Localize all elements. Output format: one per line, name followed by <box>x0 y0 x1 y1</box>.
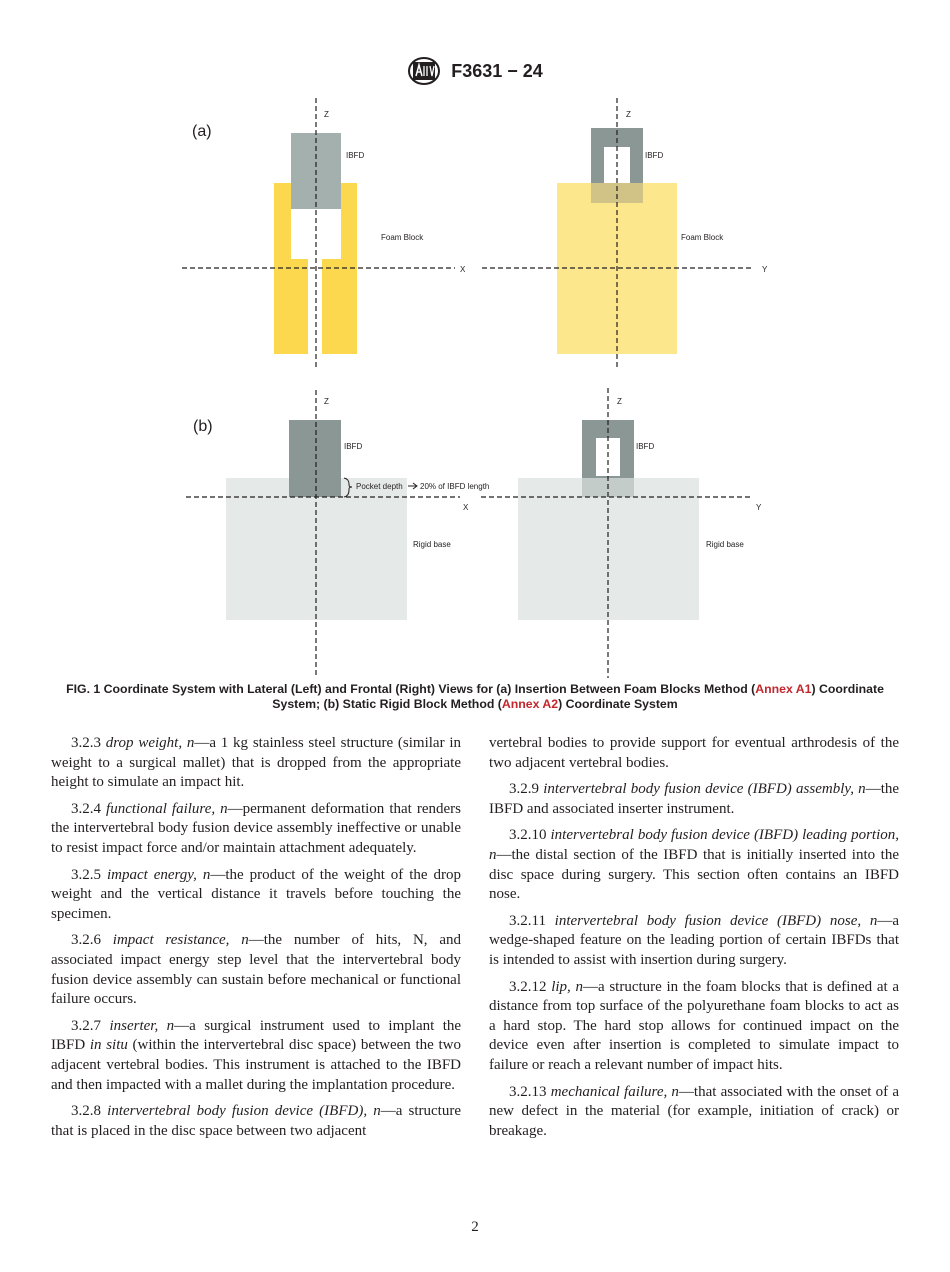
definition-3-2-13 <box>489 1083 899 1142</box>
term: impact resistance, n <box>112 932 249 949</box>
annex-a2-link[interactable]: Annex A2 <box>501 697 559 711</box>
pocket-depth-value: 20% of IBFD length <box>420 482 490 491</box>
foam-block-label: Foam Block <box>681 233 724 242</box>
definition-3-2-8-continued: vertebral bodies to provide support for eventual arthrodesis of the two adjacent vertebral bodies. <box>489 735 899 771</box>
rigid-base-label: Rigid base <box>413 540 451 549</box>
left-column <box>51 734 461 1148</box>
rigid-base-label: Rigid base <box>706 540 744 549</box>
page-number: 2 <box>471 1219 479 1235</box>
ibfd-label: IBFD <box>346 151 365 160</box>
annex-a1-link[interactable]: Annex A1 <box>755 682 812 696</box>
z-axis-label: Z <box>324 397 329 406</box>
panel-b-label: (b) <box>193 418 213 435</box>
definition-3-2-10 <box>489 826 899 904</box>
caption-text: FIG. 1 Coordinate System with Lateral (Left) and Frontal (Right) Views for (a) Insertion Between Foam Blocks Method ( <box>66 682 756 696</box>
z-axis-label: Z <box>324 110 329 119</box>
section-number: 3.2.11 <box>509 912 546 929</box>
z-axis-label: Z <box>617 397 622 406</box>
section-number: 3.2.10 <box>509 827 547 844</box>
definition-text: —permanent deformation that renders the intervertebral body fusion device assembly ineffective or unable to resist impact force and/or maintain attachment adequately. <box>51 800 461 856</box>
right-column <box>489 734 899 1148</box>
definition-3-2-3 <box>51 734 461 793</box>
term: intervertebral body fusion device (IBFD) assembly, n <box>543 781 866 798</box>
x-axis-label: X <box>460 265 466 274</box>
y-axis-label: Y <box>756 503 762 512</box>
definition-text: —a surgical instrument used to implant the IBFD <box>51 1017 462 1054</box>
term: intervertebral body fusion device (IBFD) leading portion, n <box>489 827 899 863</box>
section-number: 3.2.3 <box>71 735 101 751</box>
definition-text: —a 1 kg stainless steel structure (similar in weight to a surgical mallet) that is dropped from the appropriate height to simulate an impact hit. <box>51 735 462 791</box>
section-number: 3.2.8 <box>71 1103 101 1120</box>
section-number: 3.2.5 <box>71 866 101 883</box>
figure-caption <box>60 682 890 712</box>
term: intervertebral body fusion device (IBFD) nose, n <box>554 912 878 929</box>
term: inserter, n <box>109 1017 175 1034</box>
foam-block-label: Foam Block <box>381 233 424 242</box>
z-axis-label: Z <box>626 110 631 119</box>
definition-text: —the IBFD and associated inserter instrument. <box>489 781 900 817</box>
definition-text: —a structure in the foam blocks that is defined at a distance from top surface of the polyurethane foam blocks to act as a hard stop. The hard stop allows for continued impact on the device even after insertion is completed to simulate impact to failure or reach a relevant number of impact hits. <box>489 978 899 1073</box>
y-axis-label: Y <box>762 265 768 274</box>
definition-text: —a structure that is placed in the disc space between two adjacent <box>51 1103 461 1139</box>
definition-text: (within the intervertebral disc space) between the two adjacent vertebral bodies. This instrument is attached to the IBFD and then impacted with a mallet during the implantation procedure. <box>51 1037 461 1093</box>
ibfd-label: IBFD <box>645 151 664 160</box>
definition-3-2-5 <box>51 866 461 925</box>
ibfd-lateral-b <box>289 420 341 497</box>
definition-text: —a wedge-shaped feature on the leading portion of certain IBFDs that is intended to assist with insertion during surgery. <box>489 912 899 968</box>
caption-text: ) Coordinate System <box>558 697 678 711</box>
section-number: 3.2.12 <box>509 978 547 995</box>
definition-3-2-11 <box>489 912 899 971</box>
x-axis-label: X <box>463 503 469 512</box>
section-number: 3.2.4 <box>71 800 101 817</box>
definition-3-2-9 <box>489 780 899 819</box>
section-number: 3.2.9 <box>509 781 539 798</box>
definition-3-2-4 <box>51 800 461 859</box>
definition-3-2-12 <box>489 978 899 1076</box>
caption-text: ) Coordinate System; (b) Static Rigid Block Method ( <box>272 682 884 711</box>
definition-text: —the number of hits, N, and associated impact energy step level that the intervertebral body fusion device assembly can sustain before mechanical or functional failure occurs. <box>51 932 462 1008</box>
term: functional failure, n <box>106 800 228 817</box>
ibfd-label: IBFD <box>636 442 655 451</box>
arrow-right-icon <box>408 483 417 489</box>
term: mechanical failure, n <box>550 1083 679 1100</box>
section-number: 3.2.7 <box>71 1017 101 1034</box>
document-number: F3631 − 24 <box>451 60 543 81</box>
definition-3-2-7 <box>51 1017 461 1095</box>
term: lip, n <box>551 978 583 995</box>
definition-italic: in situ <box>89 1037 128 1054</box>
term: drop weight, n <box>105 735 195 751</box>
definition-text: —that associated with the onset of a new defect in the material (for example, initiation of crack) or breakage. <box>489 1083 899 1139</box>
section-number: 3.2.13 <box>509 1083 547 1100</box>
definition-text: —the product of the weight of the drop weight and the vertical distance it travels before touching the specimen. <box>51 866 461 922</box>
term: intervertebral body fusion device (IBFD), n <box>107 1103 381 1120</box>
definition-3-2-6 <box>51 931 461 1009</box>
panel-a-label: (a) <box>192 123 212 140</box>
pocket-depth-label: Pocket depth <box>356 482 403 491</box>
definition-3-2-8 <box>51 1102 461 1141</box>
section-number: 3.2.6 <box>71 932 101 949</box>
ibfd-label: IBFD <box>344 442 363 451</box>
definition-text: —the distal section of the IBFD that is initially inserted into the disc space during surgery. This section often contains an IBFD nose. <box>489 846 899 903</box>
term: impact energy, n <box>106 866 211 883</box>
